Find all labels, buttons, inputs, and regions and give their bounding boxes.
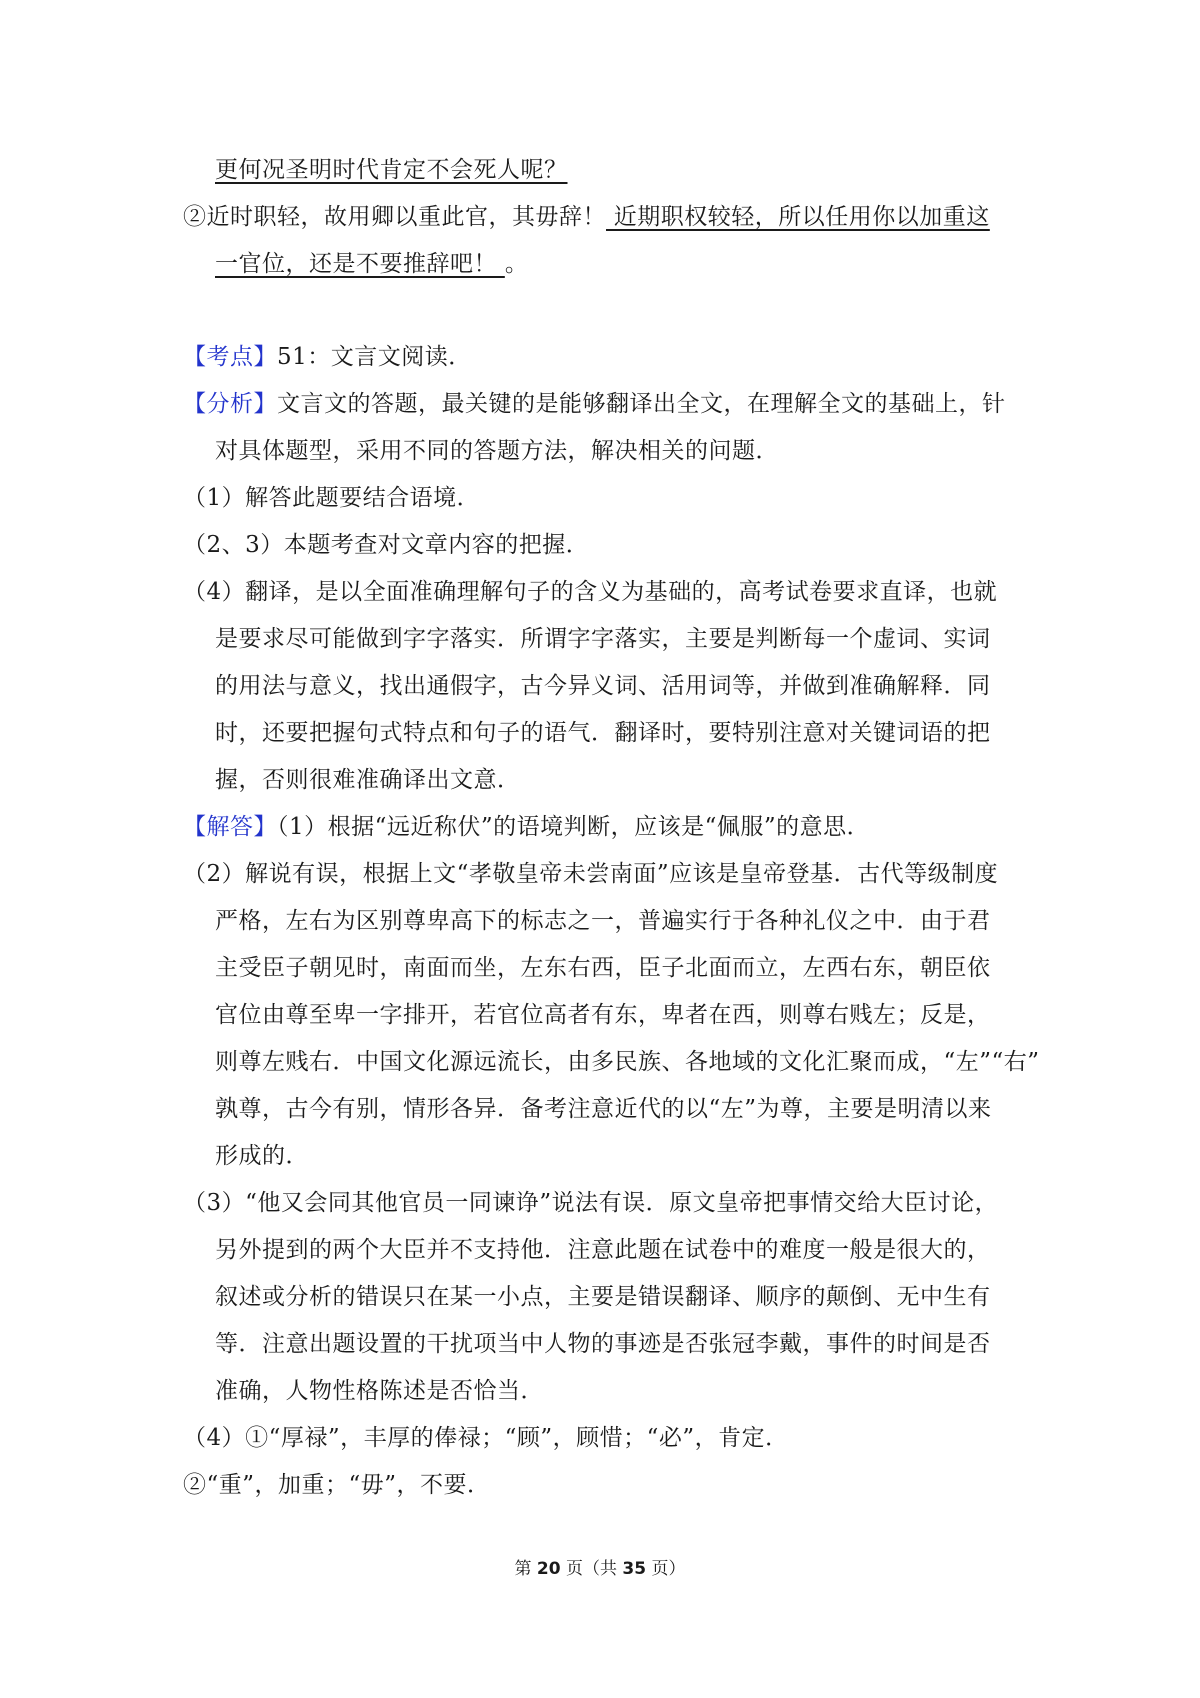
footer-mid: 页（共 [560, 1559, 623, 1579]
fenxi-point-4-line-2: 是要求尽可能做到字字落实．所谓字字落实，主要是判断每一个虚词、实词 [215, 626, 991, 652]
fenxi-point-4-line-3: 的用法与意义，找出通假字，古今异义词、活用词等，并做到准确解释．同 [215, 673, 991, 699]
page-total: 35 [622, 1559, 647, 1579]
fenxi-line-1: 文言文的答题，最关键的是能够翻译出全文，在理解全文的基础上，针 [277, 391, 1006, 417]
jieda-point-2-line-7: 形成的． [215, 1143, 309, 1169]
item2-end: 。 [504, 251, 529, 277]
jieda-point-3-line-2: 另外提到的两个大臣并不支持他．注意此题在试卷中的难度一般是很大的， [215, 1237, 991, 1263]
footer-post: 页） [646, 1559, 686, 1579]
jieda-point-3-line-3: 叙述或分析的错误只在某一小点，主要是错误翻译、顺序的颠倒、无中生有 [215, 1284, 991, 1310]
translation-item-2-cont [215, 249, 528, 279]
kaodian-section [183, 342, 472, 372]
fenxi-section [183, 389, 1006, 419]
jieda-point-3-line-5: 准确，人物性格陈述是否恰当． [215, 1378, 544, 1404]
fenxi-label: 【分析】 [183, 391, 277, 417]
jieda-point-3-line-1: （3）“他又会同其他官员一同谏诤”说法有误．原文皇帝把事情交给大臣讨论， [183, 1190, 999, 1216]
kaodian-text: 51：文言文阅读． [277, 344, 472, 370]
translation-answer-1: 更何况圣明时代肯定不会死人呢？ [215, 157, 568, 183]
fenxi-point-2: （2、3）本题考查对文章内容的把握． [183, 532, 590, 558]
translation-line-1 [215, 155, 568, 185]
jieda-point-2-line-1: （2）解说有误，根据上文“孝敬皇帝未尝南面”应该是皇帝登基．古代等级制度 [183, 861, 999, 887]
translation-item-2 [183, 202, 990, 232]
jieda-point-2-line-5: 则尊左贱右．中国文化源远流长，由多民族、各地域的文化汇聚而成，“左”“右” [215, 1049, 1040, 1075]
jieda-point-2-line-2: 严格，左右为区别尊卑高下的标志之一，普遍实行于各种礼仪之中．由于君 [215, 908, 991, 934]
jieda-point-2-line-6: 孰尊，古今有别，情形各异．备考注意近代的以“左”为尊，主要是明清以来 [215, 1096, 992, 1122]
fenxi-point-4-line-5: 握，否则很难准确译出文意． [215, 767, 521, 793]
footer-pre: 第 [514, 1559, 537, 1579]
item2-prefix: ②近时职轻，故用卿以重此官，其毋辞！ [183, 204, 606, 230]
jieda-line-1: （1）根据“远近称伏”的语境判断，应该是“佩服”的意思． [277, 814, 871, 840]
jieda-point-3-line-4: 等．注意出题设置的干扰项当中人物的事迹是否张冠李戴，事件的时间是否 [215, 1331, 991, 1357]
jieda-section [183, 812, 870, 842]
jieda-point-2-line-4: 官位由尊至卑一字排开，若官位高者有东，卑者在西，则尊右贱左；反是， [215, 1002, 991, 1028]
jieda-label: 【解答】 [183, 814, 277, 840]
fenxi-point-1: （1）解答此题要结合语境． [183, 485, 481, 511]
kaodian-label: 【考点】 [183, 344, 277, 370]
page-footer [0, 1557, 1200, 1581]
jieda-point-4-line-2: ②“重”，加重；“毋”，不要． [183, 1472, 491, 1498]
page-number: 20 [536, 1559, 561, 1579]
fenxi-point-4-line-1: （4）翻译，是以全面准确理解句子的含义为基础的，高考试卷要求直译，也就 [183, 579, 998, 605]
fenxi-point-4-line-4: 时，还要把握句式特点和句子的语气．翻译时，要特别注意对关键词语的把 [215, 720, 991, 746]
item2-answer-b: 一官位，还是不要推辞吧！ [215, 251, 505, 277]
jieda-point-4-line-1: （4）①“厚禄”，丰厚的俸禄；“顾”，顾惜；“必”，肯定． [183, 1425, 789, 1451]
jieda-point-2-line-3: 主受臣子朝见时，南面而坐，左东右西，臣子北面而立，左西右东，朝臣依 [215, 955, 991, 981]
fenxi-line-2: 对具体题型，采用不同的答题方法，解决相关的问题． [215, 438, 779, 464]
item2-answer-a: 近期职权较轻，所以任用你以加重这 [606, 204, 990, 230]
